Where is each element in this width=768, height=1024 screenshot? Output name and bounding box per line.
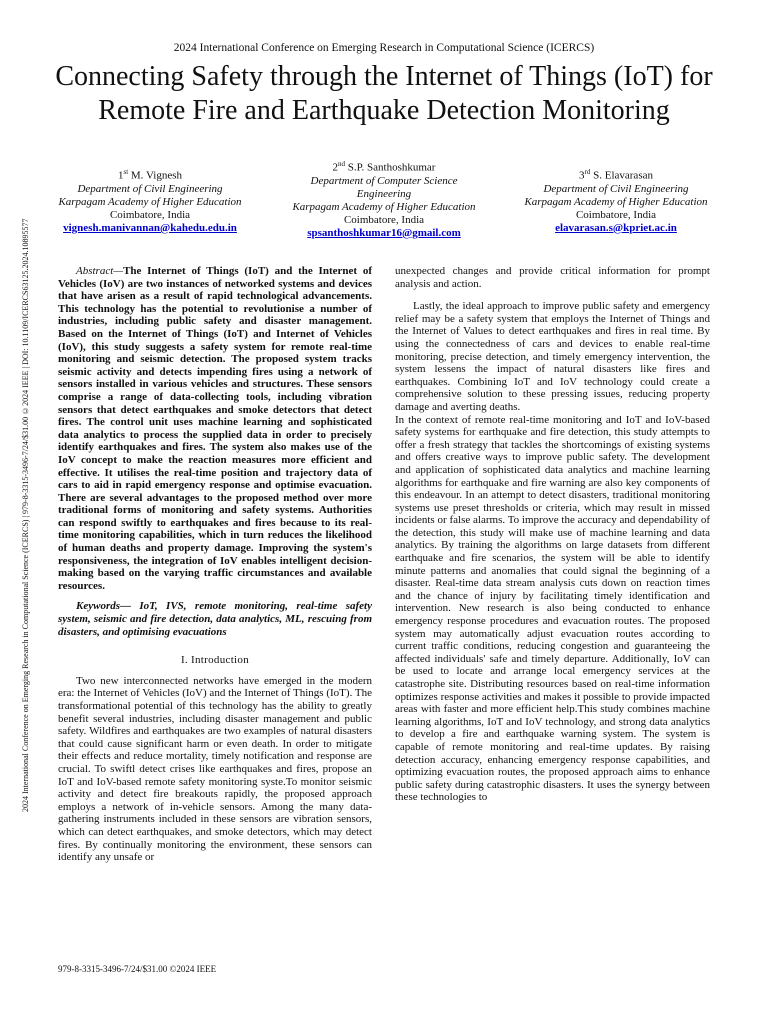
paper-title: Connecting Safety through the Internet of Things (IoT) for Remote Fire and Earthquake Detection Monitoring	[55, 61, 713, 126]
author-organization: Karpagam Academy of Higher Education	[292, 200, 476, 213]
author-location: Coimbatore, India	[575, 208, 657, 221]
author-department: Department of Civil Engineering	[77, 182, 223, 195]
author-location: Coimbatore, India	[109, 208, 191, 221]
author-ordinal-suffix: rd	[584, 168, 591, 176]
right-paragraph-context: In the context of remote real-time monitoring and IoT and IoV-based safety systems for earthquake and fire detection, this study attempts to offer a fresh strategy that tackles the shortcomings of existing systems and offers creative ways to improve public safety. The development and application of sophisticated data analytics and machine learning algorithms for earthquake and fire warning are also key components of this endeavour. In an attempt to detect disasters, traditional monitoring systems use preset thresholds or criteria, which may result in missed incidents or false alarms. To improve the accuracy and dependability of the detection, this study will make use of machine learning and data analytics. By training the algorithms on large datasets from different earthquake and fire scenarios, the system will be able to identify minute patterns and anomalies that could signal the beginning of a disaster. Real-time data stream analysis cuts down on reaction times and the chance of injury by facilitating timely identification and intervention. New research is also being conducted to enhance emergency response procedures and evacuation routes. The proposed system may automatically adjust evacuation routes according to current traffic conditions, reducing congestion and guaranteeing the affected individuals' safe and timely departure. Additionally, IoV can be used to locate and arrange local emergency services at the catastrophe site. Distributing resources based on real-time information optimizes response activities and makes it possible to provide impacted areas with faster and more efficient help.This study combines machine learning algorithms, IoT and IoV technology, and strong data analytics to develop a fire and earthquake warning system. The system is capable of remote monitoring and real-time updates. By raising detection accuracy, enhancing emergency response capabilities, and optimizing evacuation routes, the proposed approach aims to enhance public safety during catastrophic disasters. It uses the synergy between these technologies to	[395, 413, 710, 804]
author-ordinal-suffix: nd	[338, 160, 346, 168]
author-location: Coimbatore, India	[343, 213, 425, 226]
abstract-text: The Internet of Things (IoT) and the Internet of Vehicles (IoV) are two instances of networked systems and devices that have arisen as a result of rapid technological advancements. This technology has the potential to revolutionise a number of industries, including public safety and disaster management. Based on the Internet of Things (IoT) and Internet of Vehicles (IoV), this study suggests a safety system for remote real-time monitoring and seismic detection. The proposed system tracks seismic activity and detects impending fires using a network of sensors installed in various vehicles and structures. These sensors comprise a range of data-collecting tools, including vibration sensors that detect earthquakes and smoke detectors that detect fires. The control unit uses machine learning and sophisticated data analytics to process the supplied data in order to precisely identify earthquakes and fires. The system also makes use of the IoV concept to make the reaction measures more efficient and effective. It utilises the real-time position and trajectory data of cars to aid in rapid emergency response and optimise evacuation. There are several advantages to the proposed method over more traditional forms of monitoring and safety systems. Authorities can respond swiftly to earthquakes and fires because to its real-time monitoring capabilities, which in turn reduces the likelihood of human deaths and property damage. Improving the system's responsiveness, the integration of IoV enables intelligent decision-making based on the varying traffic circumstances and available resources.	[58, 265, 372, 592]
author-organization: Karpagam Academy of Higher Education	[58, 195, 242, 208]
author-name-text: S. Elavarasan	[590, 169, 653, 182]
author-name-text: M. Vignesh	[128, 169, 182, 182]
footer-copyright: 979-8-3315-3496-7/24/$31.00 ©2024 IEEE	[58, 964, 217, 974]
author-name-text: S.P. Santhoshkumar	[345, 161, 436, 174]
keywords-paragraph: Keywords— IoT, IVS, remote monitoring, real-time safety system, seismic and fire detection, data analytics, ML, rescuing from disasters, and optimising evacuations	[58, 600, 372, 638]
author-email-link[interactable]: elavarasan.s@kpriet.ac.in	[555, 221, 677, 234]
author-department: Department of Civil Engineering	[543, 182, 689, 195]
author-organization: Karpagam Academy of Higher Education	[524, 195, 708, 208]
section-heading-introduction: I. Introduction	[180, 654, 250, 667]
intro-paragraph: Two new interconnected networks have emerged in the modern era: the Internet of Vehicles (IoV) and the Internet of Things (IoT). The transformational potential of this technology has the ability to greatly benefit several industries, including disaster management and public safety. Wildfires and earthquakes are two examples of natural disasters that could cause significant harm or even death. In order to mitigate their effects and reduce mortality, timely notification and response are crucial. To swiftl detect crises like earthquakes and fires, propose an IoT and IoV-based remote safety monitoring syste.To monitor seismic activity and detect fire breakouts rapidly, the proposed approach employs a network of in-vehicle sensors. Among the many data-gathering instruments included in these sensors are vibration sensors, which can detect earthquakes, and smoke detectors, which may detect fires. By continually monitoring the environment, these sensors can identify any unsafe or	[58, 674, 372, 864]
conference-header: 2024 International Conference on Emerging Research in Computational Science (ICERCS)	[173, 42, 595, 54]
author-email-link[interactable]: vignesh.manivannan@kahedu.edu.in	[63, 221, 237, 234]
left-column	[58, 265, 372, 864]
author-name	[50, 166, 250, 183]
author-ordinal-suffix: st	[123, 168, 129, 176]
author-name	[516, 166, 716, 183]
author-name	[284, 158, 484, 175]
right-continuation-paragraph: unexpected changes and provide critical information for prompt analysis and action.	[395, 265, 710, 290]
author-block-2	[284, 158, 484, 240]
right-column	[395, 265, 710, 804]
side-citation-text: 2024 International Conference on Emerging Research in Computational Science (ICERCS) | 979-8-3315-3496-7/24/$31.00 ©2024 IEEE | DOI: 10.1109/ICERCS63125.2024.10895577	[21, 218, 30, 812]
author-email-link[interactable]: spsanthoshkumar16@gmail.com	[307, 226, 461, 239]
author-ordinal: 2	[332, 161, 339, 174]
author-department: Department of Computer Science Engineering	[310, 174, 458, 200]
author-block-1	[50, 166, 250, 235]
author-ordinal: 3	[579, 169, 585, 182]
abstract-paragraph	[58, 265, 372, 592]
author-ordinal: 1	[117, 169, 124, 182]
author-block-3	[516, 166, 716, 235]
right-paragraph-lastly: Lastly, the ideal approach to improve public safety and emergency relief may be a safety system that employs the Internet of Things and the Internet of Values to detect earthquakes and fires in real time. By using the connectedness of cars and devices to enable real-time monitoring, precise detection, and timely emergency intervention, the system lessens the impact of natural disasters like fires and earthquakes. Combining IoT and IoV technology could create a comprehensive solution to these pressing issues, reducing property damage and averting deaths.	[395, 300, 710, 413]
abstract-label: Abstract—	[76, 265, 124, 277]
